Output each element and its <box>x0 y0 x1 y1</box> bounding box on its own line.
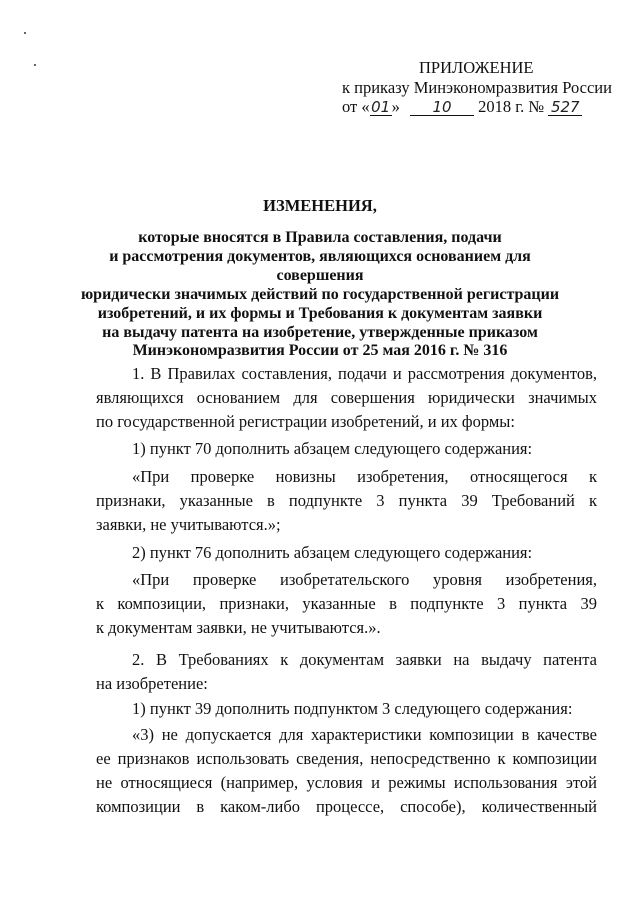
document-subtitle <box>70 229 570 361</box>
subtitle-line: изобретений, и их формы и Требования к документам заявки <box>97 304 543 322</box>
paragraph-2 <box>96 648 597 696</box>
text-line: к документам заявки, не учитываются.». <box>96 618 381 637</box>
scan-speck <box>24 32 26 34</box>
text-line: композиции в каком-либо процессе, способе), количественный <box>96 797 597 816</box>
date-day: 01 <box>371 98 391 116</box>
subtitle-line: и рассмотрения документов, являющихся основанием для совершения <box>109 247 531 284</box>
subtitle-line: на выдачу патента на изобретение, утвержденные приказом <box>102 323 538 341</box>
text-line: 2. В Требованиях к документам заявки на выдачу патента <box>132 650 597 669</box>
appendix-date-line <box>342 97 582 116</box>
text-line: заявки, не учитываются.»; <box>96 515 281 534</box>
paragraph-1-2 <box>96 541 597 565</box>
text-line: 1) пункт 39 дополнить подпунктом 3 следующего содержания: <box>132 699 573 718</box>
date-month: 10 <box>410 99 474 116</box>
date-year: 2018 г. № <box>478 97 545 116</box>
subtitle-line: Минэкономразвития России от 25 мая 2016 г. № 316 <box>132 342 508 360</box>
text-line: не относящиеся (например, условия и режимы использования этой <box>96 773 597 792</box>
text-line: к композиции, признаки, указанные в подпункте 3 пункта 39 <box>96 594 597 613</box>
text-line: «При проверке новизны изобретения, относящегося к <box>132 467 597 486</box>
appendix-order-line: к приказу Минэкономразвития России <box>342 78 612 97</box>
text-line: 1. В Правилах составления, подачи и рассмотрения документов, <box>132 364 597 383</box>
appendix-heading: ПРИЛОЖЕНИЕ <box>419 58 534 77</box>
scan-speck <box>34 64 36 66</box>
text-line: ее признаков использовать сведения, непосредственно к композиции <box>96 749 597 768</box>
subtitle-line: которые вносятся в Правила составления, подачи <box>138 229 502 246</box>
text-line: на изобретение: <box>96 674 208 693</box>
text-line: по государственной регистрации изобретений, и их формы: <box>96 412 515 431</box>
subtitle-line: юридически значимых действий по государственной регистрации <box>80 285 560 303</box>
paragraph-quote-2 <box>96 568 597 640</box>
paragraph-1-1 <box>96 437 597 461</box>
paragraph-quote-1 <box>96 465 597 537</box>
document-title: ИЗМЕНЕНИЯ, <box>263 196 377 215</box>
text-line: являющихся основанием для совершения юридически значимых <box>96 388 597 407</box>
text-line: «При проверке изобретательского уровня изобретения, <box>132 570 597 589</box>
paragraph-quote-3 <box>96 723 597 819</box>
text-line: признаки, указанные в подпункте 3 пункта 39 Требований к <box>96 491 597 510</box>
text-line: «3) не допускается для характеристики композиции в качестве <box>132 725 597 744</box>
paragraph-2-1 <box>96 697 597 721</box>
date-prefix: от « <box>342 97 370 116</box>
paragraph-1 <box>96 362 597 434</box>
date-mid: » <box>391 97 400 116</box>
order-number: 527 <box>548 99 582 116</box>
text-line: 1) пункт 70 дополнить абзацем следующего содержания: <box>132 439 533 458</box>
text-line: 2) пункт 76 дополнить абзацем следующего содержания: <box>132 543 533 562</box>
